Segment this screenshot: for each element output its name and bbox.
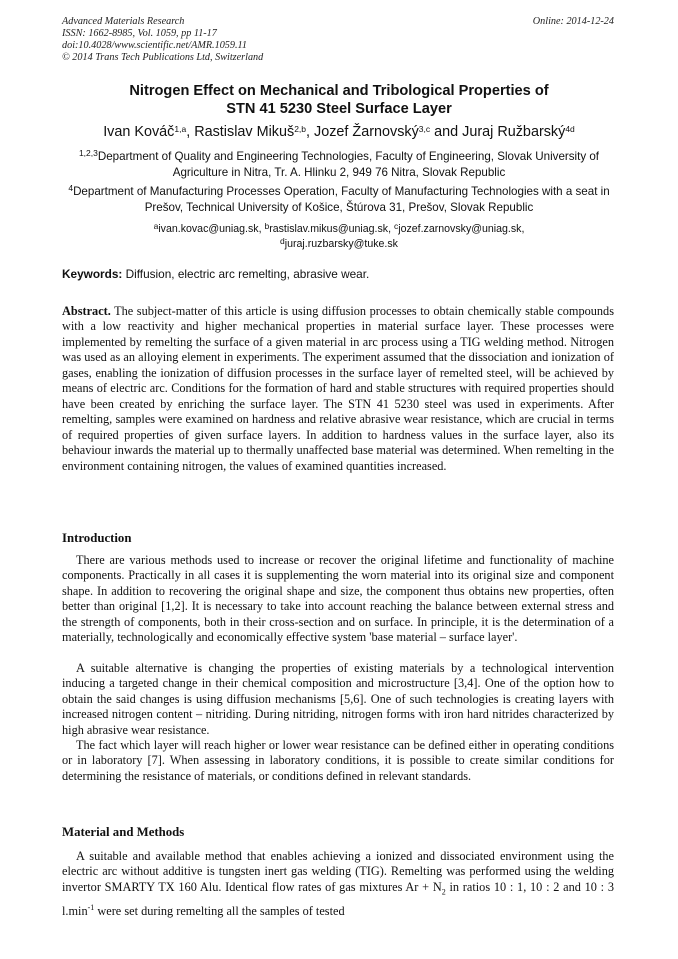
email-sup: b [264,221,270,231]
separator: , [186,124,195,140]
paper-title [40,82,638,118]
author-sup: 4d [565,124,575,134]
abstract-text: The subject-matter of this article is using diffusion processes to obtain chemically stable compounds with a low reactivity and higher mechanical properties in material surface layer. These processes were implemented by remelting the surface of a given material in arc process using a TIG welding method. Nitrogen was used as an alloying element in experiments. The experiment assumed that the dissociation and ionization of gases, enabling the ionization of diffusion processes in the surface layer of remelted steel, will be achieved by means of electric arc. Conditions for the formation of hard and stable structures with required properties should have been created by enriching the surface layer. The STN 41 5230 steel was used in experiments. After remelting, samples were examined on hardness and relative abrasive wear resistance, which are crucial in terms of required properties of given surface layers. In addition to hardness values in the surface layer, also its behaviour inwards the material up to thermally unaffected base material was determined. When remelting in the environment containing nitrogen, the values of examined quantities increased. [62,304,614,473]
methods-paragraph-1 [62,849,614,919]
keywords-text: Diffusion, electric arc remelting, abrasive wear. [122,267,370,281]
author-sup: 3,c [418,124,431,134]
intro-paragraph-3: The fact which layer will reach higher or lower wear resistance can be defined either in operating conditions or in laboratory [7]. When assessing in laboratory conditions, it is possible to create similar conditions for determining the resistance of materials, or conditions defined in relevant standards. [62,738,614,783]
journal-name: Advanced Materials Research [62,16,185,27]
intro-paragraph-1: There are various methods used to increase or recover the original lifetime and functionality of machine components. Practically in all cases it is supplementing the worn material into its original size and component shape. In addition to recovering the original shape and size, the component thus obtains new properties, often better than original [1,2]. It is necessary to take into account reaching the balance between external stress and the strength of components, both in their cross-section and on surface. In principle, it is the determination of a materially, technologically and economically effective system 'base material – surface layer'. [62,553,614,645]
online-date: Online: 2014-12-24 [532,16,614,27]
subscript: 2 [441,887,446,897]
methods-text: in ratios 10 : 1, 10 : 2 and 10 : 3 l.min [62,879,614,918]
author-list [30,123,648,141]
email-link[interactable]: rastislav.mikus@uniag.sk [269,223,389,235]
email-link[interactable]: ivan.kovac@uniag.sk [158,223,259,235]
abstract [62,304,614,474]
email-link[interactable]: jozef.zarnovsky@uniag.sk [398,223,522,235]
methods-text: were set during remelting all the samples of tested [94,903,345,918]
section-heading: Introduction [62,531,132,545]
title-line-1: Nitrogen Effect on Mechanical and Tribological Properties of [129,83,549,99]
affiliation-text: Department of Quality and Engineering Technologies, Faculty of Engineering, Slovak University of Agriculture in Nitra, Tr. A. Hlinku 2, 949 76 Nitra, Slovak Republic [97,150,600,179]
affiliation-sup: 4 [68,183,74,193]
methods-text: A suitable and available method that enables achieving a ionized and dissociated environment using the electric arc without additive is tungsten inert gas welding (TIG). Remelting was performed using the welding invertor SMARTY TX 160 Alu. Identical flow rates of gas mixtures Ar + N [62,849,614,894]
email-sup: c [393,221,399,231]
abstract-label: Abstract. [62,304,111,318]
section-heading: Material and Methods [62,825,185,839]
author-name: Juraj Ružbarský [462,124,566,140]
affiliation-text: Department of Manufacturing Processes Operation, Faculty of Manufacturing Technologies with a seat in Prešov, Technical University of Košice, Štúrova 31, Prešov, Slovak Republic [73,185,610,214]
issn-line: ISSN: 1662-8985, Vol. 1059, pp 11-17 [62,28,217,39]
intro-paragraph-2: A suitable alternative is changing the properties of existing materials by a technological intervention inducing a targeted change in their chemical composition and microstructure [3,4]. One of the option how to obtain the said changes is using diffusion mechanisms [5,6]. One of such technologies is creating layers with increased nitrogen content – nitriding. During nitriding, nitrogen forms with iron hard nitrides characterized by high abrasive wear resistance. [62,661,614,737]
author-name: Jozef Žarnovský [314,124,419,140]
copyright-line: © 2014 Trans Tech Publications Ltd, Switzerland [62,52,264,63]
keywords-label: Keywords: [62,267,123,281]
email-sup: a [153,221,159,231]
keywords [62,267,369,281]
separator: and [430,124,463,140]
doi-line: doi:10.4028/www.scientific.net/AMR.1059.11 [62,40,247,51]
superscript: -1 [87,902,95,912]
affiliation-1 [60,149,618,180]
affiliation-sup: 1,2,3 [78,148,98,158]
separator: , [306,124,315,140]
email-link[interactable]: juraj.ruzbarsky@tuke.sk [284,237,398,250]
affiliation-2 [60,184,618,215]
title-line-2: STN 41 5230 Steel Surface Layer [226,101,452,117]
author-name: Ivan Kováč [103,124,175,140]
email-sup: d [280,235,285,246]
author-name: Rastislav Mikuš [194,124,295,140]
author-sup: 1,a [174,124,187,134]
email-list: $^a$ivan.kovac@uniag.sk, $^b$rastislav.mikus@uniag.sk, $^c$jozef.zarnovsky@uniag.sk, $^d$juraj.ruzbarsky@tuke.sk [153,221,525,250]
author-sup: 2,b [294,124,307,134]
